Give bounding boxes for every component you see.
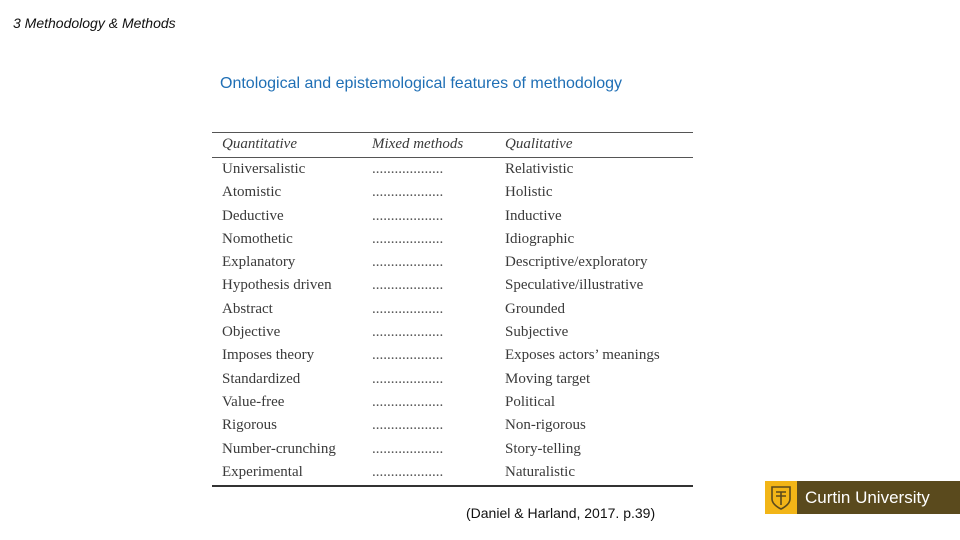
qualitative-cell: Moving target xyxy=(505,370,591,387)
mixed-methods-cell: ................... xyxy=(372,463,444,480)
table-row xyxy=(212,344,693,367)
mixed-methods-cell: ................... xyxy=(372,184,444,201)
table-row xyxy=(212,298,693,321)
table-row xyxy=(212,461,693,484)
column-header-mixed-methods: Mixed methods xyxy=(372,136,464,152)
table-bottom-rule xyxy=(212,485,693,487)
table-row xyxy=(212,181,693,204)
qualitative-cell: Speculative/illustrative xyxy=(505,277,644,294)
citation: (Daniel & Harland, 2017. p.39) xyxy=(466,505,656,521)
column-header-quantitative: Quantitative xyxy=(222,136,297,152)
table-row xyxy=(212,205,693,228)
mixed-methods-cell: ................... xyxy=(372,440,444,457)
qualitative-cell: Exposes actors’ meanings xyxy=(505,347,660,364)
quantitative-cell: Deductive xyxy=(222,207,284,224)
logo-text: Curtin University xyxy=(805,487,930,507)
qualitative-cell: Idiographic xyxy=(505,230,575,247)
qualitative-cell: Story-telling xyxy=(505,440,581,457)
qualitative-cell: Holistic xyxy=(505,184,553,201)
quantitative-cell: Hypothesis driven xyxy=(222,277,332,294)
mixed-methods-cell: ................... xyxy=(372,300,444,317)
table-row xyxy=(212,251,693,274)
qualitative-cell: Naturalistic xyxy=(505,463,575,480)
mixed-methods-cell: ................... xyxy=(372,254,444,271)
table-row xyxy=(212,414,693,437)
slide-title: Ontological and epistemological features of methodology xyxy=(220,75,623,92)
mixed-methods-cell: ................... xyxy=(372,417,444,434)
mixed-methods-cell: ................... xyxy=(372,161,444,177)
qualitative-cell: Descriptive/exploratory xyxy=(505,254,648,271)
methodology-table xyxy=(212,132,693,487)
quantitative-cell: Imposes theory xyxy=(222,347,315,364)
quantitative-cell: Number-crunching xyxy=(222,440,336,457)
quantitative-cell: Value-free xyxy=(222,393,285,410)
table-body xyxy=(212,158,693,484)
table-row xyxy=(212,368,693,391)
mixed-methods-cell: ................... xyxy=(372,324,444,341)
qualitative-cell: Inductive xyxy=(505,207,562,224)
mixed-methods-cell: ................... xyxy=(372,393,444,410)
quantitative-cell: Explanatory xyxy=(222,254,296,271)
quantitative-cell: Atomistic xyxy=(222,184,282,201)
quantitative-cell: Objective xyxy=(222,324,281,341)
qualitative-cell: Political xyxy=(505,393,555,410)
quantitative-cell: Nomothetic xyxy=(222,230,293,247)
mixed-methods-cell: ................... xyxy=(372,207,444,224)
column-header-qualitative: Qualitative xyxy=(505,136,573,152)
curtin-university-logo xyxy=(765,481,960,514)
table-row xyxy=(212,321,693,344)
quantitative-cell: Experimental xyxy=(222,463,303,480)
header-title: 3 Methodology & Methods xyxy=(13,15,176,31)
qualitative-cell: Relativistic xyxy=(505,161,574,177)
qualitative-cell: Non-rigorous xyxy=(505,417,586,434)
table-header-row xyxy=(212,133,693,157)
mixed-methods-cell: ................... xyxy=(372,230,444,247)
qualitative-cell: Subjective xyxy=(505,324,569,341)
quantitative-cell: Universalistic xyxy=(222,161,306,177)
table-row xyxy=(212,158,693,181)
qualitative-cell: Grounded xyxy=(505,300,565,317)
table-row xyxy=(212,228,693,251)
curtin-shield-icon xyxy=(765,481,797,514)
quantitative-cell: Rigorous xyxy=(222,417,278,434)
table-row xyxy=(212,274,693,297)
quantitative-cell: Abstract xyxy=(222,300,273,317)
table-row xyxy=(212,391,693,414)
mixed-methods-cell: ................... xyxy=(372,277,444,294)
table-row xyxy=(212,438,693,461)
quantitative-cell: Standardized xyxy=(222,370,301,387)
mixed-methods-cell: ................... xyxy=(372,370,444,387)
mixed-methods-cell: ................... xyxy=(372,347,444,364)
